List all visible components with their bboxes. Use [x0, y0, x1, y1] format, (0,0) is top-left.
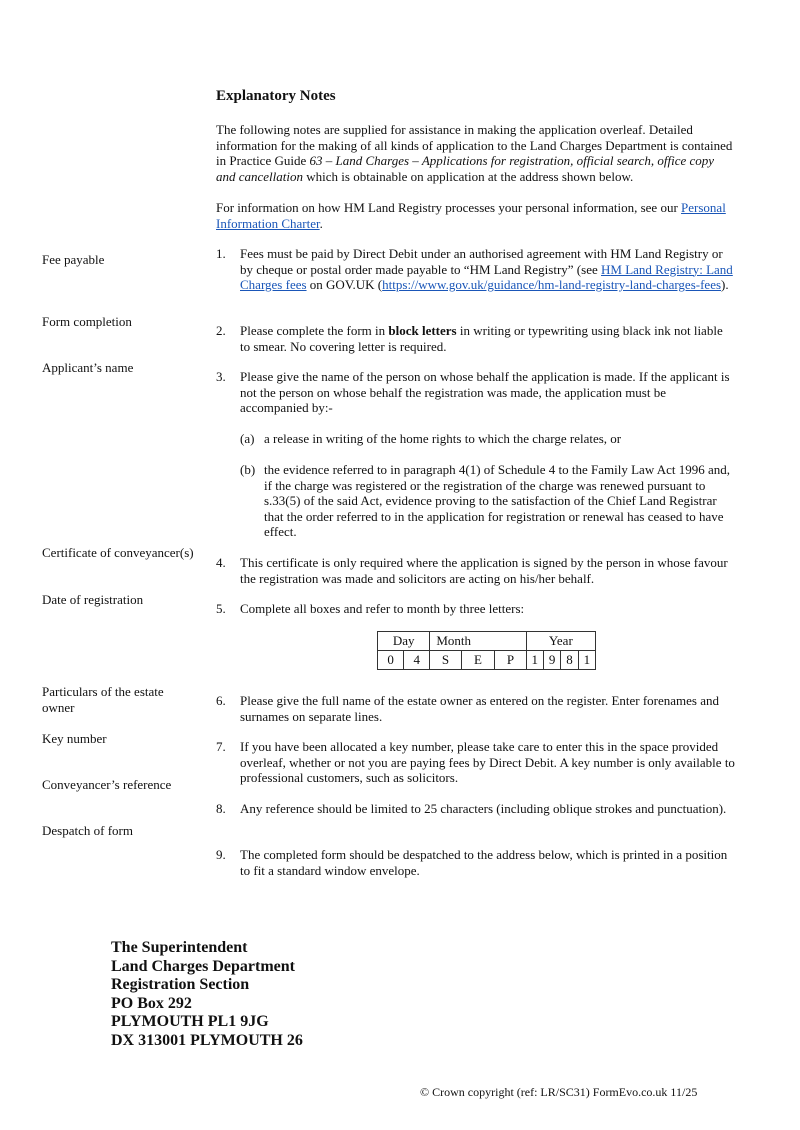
address-line: DX 313001 PLYMOUTH 26: [111, 1031, 303, 1049]
month-letter: P: [495, 651, 526, 670]
note-number: 7.: [216, 739, 226, 754]
note-despatch: The completed form should be despatched to the address below, which is printed in a position to fit a standard window envelope.: [240, 847, 728, 878]
privacy-paragraph: [216, 200, 736, 231]
note-applicants-name: Please give the name of the person on whose behalf the application is made. If the applicant is not the person on whose behalf the registration was made, the application must be accompanied by:-: [240, 369, 730, 416]
date-value-row: [378, 651, 596, 670]
day-digit: 4: [404, 651, 430, 670]
side-label-particulars: Particulars of the estate owner: [42, 684, 164, 715]
note-number: 5.: [216, 601, 226, 616]
address-line: Land Charges Department: [111, 957, 295, 975]
month-letter: S: [430, 651, 461, 670]
note-certificate: This certificate is only required where the application is signed by the person in whose favour the registration was made and solicitors are acting on his/her behalf.: [240, 555, 728, 586]
practice-guide-title: 63 – Land Charges – Applications for registration, official search, office copy and cancellation: [216, 153, 715, 184]
side-label-key-number: Key number: [42, 731, 107, 746]
note-conveyancers-reference: Any reference should be limited to 25 characters (including oblique strokes and punctuation).: [240, 801, 727, 816]
year-digit: 9: [543, 651, 560, 670]
month-letter: E: [461, 651, 495, 670]
note-text: on GOV.UK (: [306, 277, 383, 293]
personal-information-charter-link[interactable]: Personal Information Charter: [216, 200, 726, 231]
note-number: 4.: [216, 555, 226, 570]
sub-item-text: a release in writing of the home rights to which the charge relates, or: [264, 431, 622, 446]
note-number: 8.: [216, 801, 226, 816]
note-number: 9.: [216, 847, 226, 862]
date-example-table: [377, 631, 596, 670]
side-label-applicants-name: Applicant’s name: [42, 360, 134, 375]
side-label-fee-payable: Fee payable: [42, 252, 105, 267]
day-header: Day: [378, 632, 430, 651]
intro-paragraph: [216, 122, 736, 184]
month-header: Month: [430, 632, 526, 651]
year-header: Year: [526, 632, 595, 651]
note-form-completion: [240, 323, 736, 354]
date-header-row: [378, 632, 596, 651]
privacy-text: For information on how HM Land Registry processes your personal information, see our: [216, 200, 682, 215]
sub-item-text: the evidence referred to in paragraph 4(1) of Schedule 4 to the Family Law Act 1996 and, if the charge was registered or the registration of the charge was renewed pursuant to s.33(5) of the said Act, evidence proving to the satisfaction of the Chief Land Registrar that the order referred to in the application for registration or renewal has ceased to have effect.: [264, 462, 731, 540]
note-number: 2.: [216, 323, 226, 338]
sub-item-label: (a): [240, 431, 255, 446]
note-number: 1.: [216, 246, 226, 261]
page-title: Explanatory Notes: [216, 88, 336, 104]
address-line: PLYMOUTH PL1 9JG: [111, 1013, 269, 1030]
note-number: 6.: [216, 693, 226, 708]
note-fee-payable: [240, 246, 736, 293]
copyright-footer: © Crown copyright (ref: LR/SC31) FormEvo.co.uk 11/25: [420, 1085, 698, 1099]
address-line: The Superintendent: [111, 939, 248, 956]
side-label-form-completion: Form completion: [42, 314, 132, 329]
intro-text-end: which is obtainable on application at the address shown below.: [303, 168, 634, 184]
address-block: [111, 939, 303, 1050]
note-text: Please complete the form in: [240, 323, 389, 338]
note-particulars: Please give the full name of the estate owner as entered on the register. Enter forenames and surnames on separate lines.: [240, 693, 720, 724]
privacy-text-end: .: [319, 215, 323, 231]
day-digit: 0: [378, 651, 404, 670]
note-date-of-registration: Complete all boxes and refer to month by three letters:: [240, 601, 525, 616]
note-text: in writing or typewriting using black ink not liable to smear. No covering letter is required.: [240, 323, 723, 354]
gov-uk-fees-url-link[interactable]: https://www.gov.uk/guidance/hm-land-registry-land-charges-fees: [382, 277, 722, 293]
side-label-despatch: Despatch of form: [42, 823, 133, 838]
year-digit: 1: [526, 651, 543, 670]
side-label-date-of-registration: Date of registration: [42, 592, 144, 607]
intro-text: The following notes are supplied for assistance in making the application overleaf. Detailed information for the making of all kinds of application to the Land Charges Department is contained in Practice Guide: [216, 122, 733, 169]
address-line: PO Box 292: [111, 994, 192, 1012]
sub-item-label: (b): [240, 462, 256, 477]
note-text: Fees must be paid by Direct Debit under an authorised agreement with HM Land Registry or by cheque or postal order made payable to “HM Land Registry” (see: [240, 246, 723, 277]
note-key-number: If you have been allocated a key number, please take care to enter this in the space provided overleaf, whether or not you are paying fees by Direct Debit. A key number is only available to professional customers, such as solicitors.: [240, 739, 735, 786]
block-letters-emphasis: block letters: [388, 323, 457, 338]
side-label-certificate: Certificate of conveyancer(s): [42, 545, 194, 560]
year-digit: 8: [561, 651, 578, 670]
note-text: ).: [721, 277, 729, 293]
address-line: Registration Section: [111, 976, 250, 993]
year-digit: 1: [578, 651, 595, 670]
land-charges-fees-link[interactable]: HM Land Registry: Land Charges fees: [240, 261, 733, 293]
side-label-conveyancers-reference: Conveyancer’s reference: [42, 777, 172, 792]
note-number: 3.: [216, 369, 226, 384]
